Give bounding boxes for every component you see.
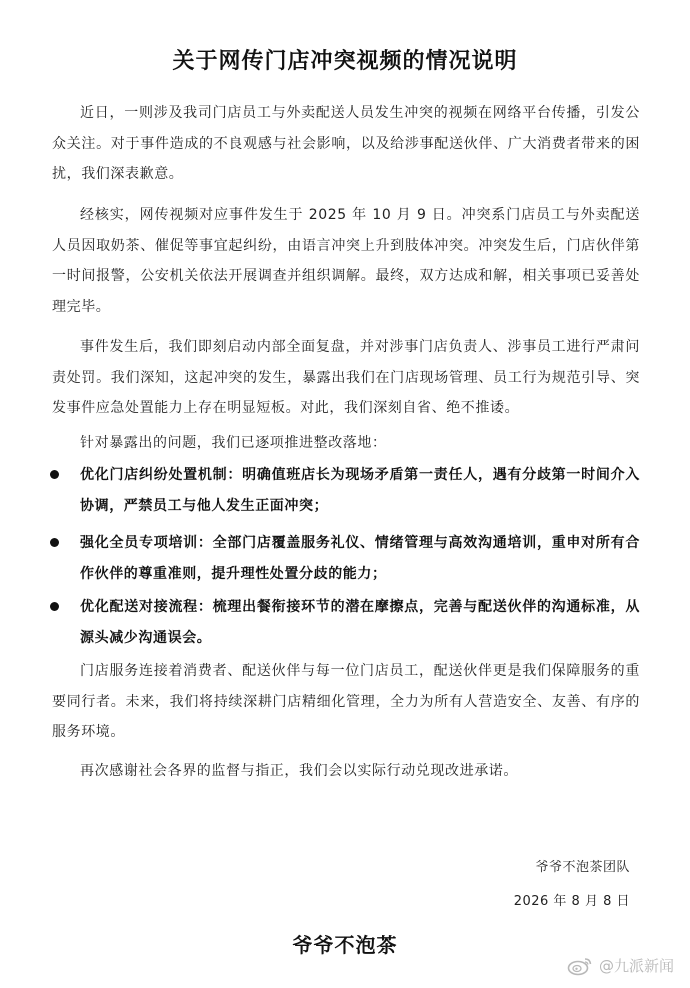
bullet-icon [50, 538, 59, 547]
paragraph-future: 门店服务连接着消费者、配送伙伴与每一位门店员工，配送伙伴更是我们保障服务的重要同行者。未来，我们将持续深耕门店精细化管理，全力为所有人营造安全、友善、有序的服务环境。 [52, 663, 640, 740]
watermark [567, 955, 674, 976]
weibo-icon [567, 956, 593, 976]
bullet-text: 优化门店纠纷处置机制：明确值班店长为现场矛盾第一责任人，遇有分歧第一时间介入协调，严禁员工与他人发生正面冲突； [80, 467, 640, 514]
paragraph-rectification-intro: 针对暴露出的问题，我们已逐项推进整改落地： [80, 435, 387, 451]
paragraph-thanks: 再次感谢社会各界的监督与指正，我们会以实际行动兑现改进承诺。 [80, 763, 518, 779]
paragraph-intro: 近日，一则涉及我司门店员工与外卖配送人员发生冲突的视频在网络平台传播，引发公众关注。对于事件造成的不良观感与社会影响，以及给涉事配送伙伴、广大消费者带来的困扰，我们深表歉意。 [52, 105, 640, 182]
brand-logo: 爷爷不泡茶 [292, 933, 398, 957]
watermark-text: @九派新闻 [598, 957, 674, 975]
signature-org: 爷爷不泡茶团队 [535, 860, 630, 875]
paragraph-verification: 经核实，网传视频对应事件发生于 2025 年 10 月 9 日。冲突系门店员工与外卖配送人员因取奶茶、催促等事宜起纠纷，由语言冲突上升到肢体冲突。冲突发生后，门店伙伴第一时间报警，公安机关依法开展调查并组织调解。最终，双方达成和解，相关事项已妥善处理完毕。 [52, 207, 640, 315]
statement-title: 关于网传门店冲突视频的情况说明 [172, 49, 518, 74]
bullet-icon [50, 602, 59, 611]
bullet-text: 优化配送对接流程：梳理出餐衔接环节的潜在摩擦点，完善与配送伙伴的沟通标准，从源头减少沟通误会。 [80, 599, 640, 646]
bullet-text: 强化全员专项培训：全部门店覆盖服务礼仪、情绪管理与高效沟通培训，重申对所有合作伙伴的尊重准则，提升理性处置分歧的能力； [80, 535, 640, 582]
bullet-icon [50, 470, 59, 479]
paragraph-review: 事件发生后，我们即刻启动内部全面复盘，并对涉事门店负责人、涉事员工进行严肃问责处罚。我们深知，这起冲突的发生，暴露出我们在门店现场管理、员工行为规范引导、突发事件应急处置能力上存在明显短板。对此，我们深刻自省、绝不推诿。 [52, 339, 640, 416]
signature-date: 2026 年 8 月 8 日 [513, 894, 630, 909]
